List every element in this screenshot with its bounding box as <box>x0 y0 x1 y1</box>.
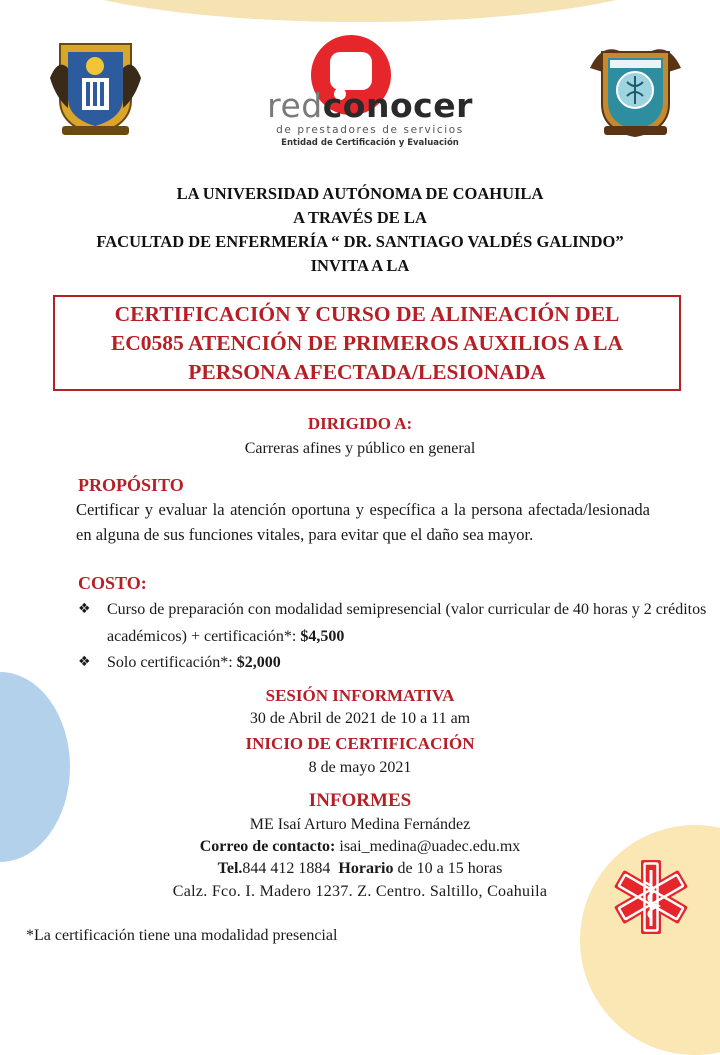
contact-email-line <box>0 838 720 856</box>
contact-email-link[interactable]: isai_medina@uadec.edu.mx <box>339 838 521 855</box>
start-heading: INICIO DE CERTIFICACIÓN <box>245 734 475 753</box>
decorative-top-arc <box>40 0 680 22</box>
diamond-bullet-icon: ❖ <box>78 601 91 617</box>
red-conocer-tagline: de prestadores de servicios <box>276 124 464 136</box>
intro-line-1: LA UNIVERSIDAD AUTÓNOMA DE COAHUILA <box>176 184 544 203</box>
facultad-enfermeria-seal-logo <box>588 38 683 138</box>
start-date: 8 de mayo 2021 <box>308 759 412 776</box>
cost-item-certification-text: Solo certificación*: <box>107 654 237 671</box>
cost-heading: COSTO: <box>78 573 147 593</box>
red-conocer-subtitle: Entidad de Certificación y Evaluación <box>281 138 459 148</box>
course-title-line-2: EC0585 ATENCIÓN DE PRIMEROS AUXILIOS A LA <box>110 330 624 355</box>
course-title-line-1: CERTIFICACIÓN Y CURSO DE ALINEACIÓN DEL <box>114 301 620 326</box>
contact-hours-label: Horario <box>338 860 394 877</box>
cost-item-course <box>78 596 718 650</box>
course-title-box <box>53 295 681 391</box>
intro-line-2: A TRAVÉS DE LA <box>293 208 427 227</box>
contact-address: Calz. Fco. I. Madero 1237. Z. Centro. Saltillo, Coahuila <box>172 883 548 900</box>
purpose-heading: PROPÓSITO <box>78 475 184 495</box>
cost-item-certification-price: $2,000 <box>236 654 281 671</box>
footnote: *La certificación tiene una modalidad presencial <box>26 927 338 944</box>
red-conocer-wordmark: redconocer <box>267 86 473 125</box>
contact-heading: INFORMES <box>308 790 412 811</box>
contact-name: ME Isaí Arturo Medina Fernández <box>249 816 471 833</box>
purpose-text: Certificar y evaluar la atención oportuna y específica a la persona afectada/lesionada en alguna de sus funciones vitales, para evitar que el daño sea mayor. <box>76 500 650 544</box>
info-session-heading: SESIÓN INFORMATIVA <box>265 686 455 705</box>
star-of-life-icon <box>610 856 692 938</box>
contact-phone-label: Tel. <box>217 860 243 877</box>
contact-hours: de 10 a 15 horas <box>393 860 503 877</box>
audience-text: Carreras afines y público en general <box>244 440 476 457</box>
cost-item-course-text: Curso de preparación con modalidad semipresencial (valor curricular de 40 horas y 2 créditos académicos) + certificación*: <box>107 601 707 645</box>
contact-email-label: Correo de contacto: <box>199 838 336 855</box>
cost-item-certification <box>78 649 718 676</box>
intro-line-4: INVITA A LA <box>310 256 410 275</box>
audience-heading: DIRIGIDO A: <box>307 414 413 433</box>
intro-heading <box>0 182 720 278</box>
course-title-line-3: PERSONA AFECTADA/LESIONADA <box>188 359 546 384</box>
info-session-date: 30 de Abril de 2021 de 10 a 11 am <box>249 710 471 727</box>
cost-item-course-price: $4,500 <box>300 628 345 645</box>
uadec-seal-logo <box>48 38 143 138</box>
intro-line-3: FACULTAD DE ENFERMERÍA “ DR. SANTIAGO VALDÉS GALINDO” <box>96 232 624 251</box>
diamond-bullet-icon: ❖ <box>78 654 91 670</box>
contact-phone[interactable]: 844 412 1884 <box>242 860 331 877</box>
